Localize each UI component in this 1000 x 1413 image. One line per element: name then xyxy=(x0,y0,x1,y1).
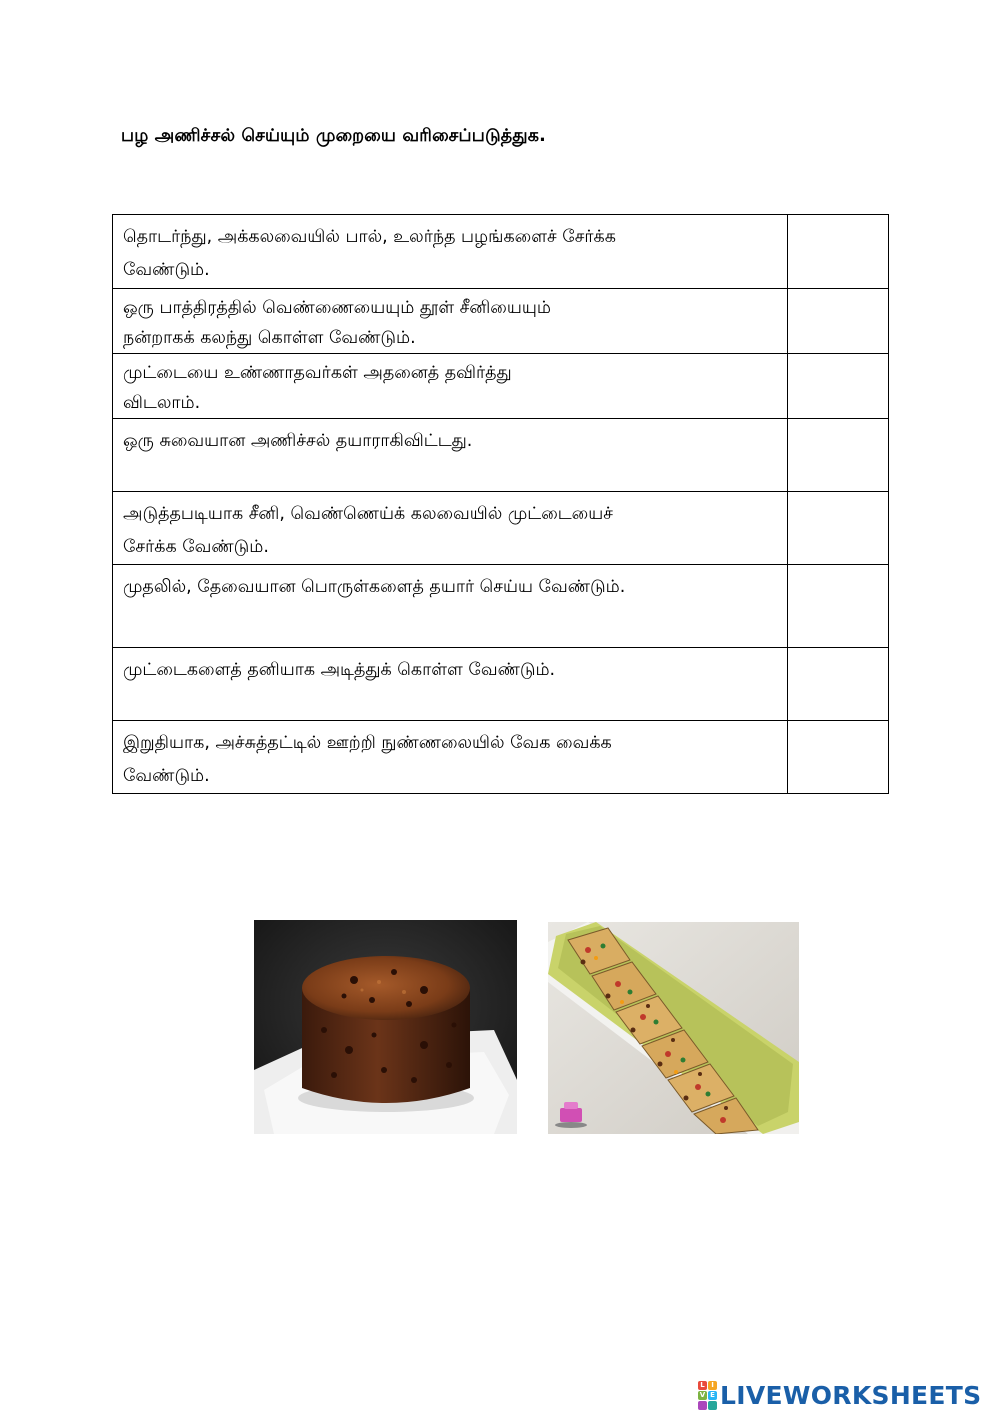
answer-box[interactable] xyxy=(788,721,889,794)
step-row xyxy=(113,354,889,419)
liveworksheets-text: LIVEWORKSHEETS xyxy=(720,1380,982,1410)
step-row xyxy=(113,289,889,354)
step-row xyxy=(113,721,889,794)
step-row xyxy=(113,419,889,492)
worksheet-title: பழ அணிச்சல் செய்யும் முறையை வரிசைப்படுத்துக. xyxy=(121,126,547,146)
step-text: தொடர்ந்து, அக்கலவையில் பால், உலர்ந்த பழங்களைச் சேர்க்க வேண்டும். xyxy=(113,215,788,289)
step-text: ஒரு பாத்திரத்தில் வெண்ணையையும் தூள் சீனியையும் நன்றாகக் கலந்து கொள்ள வேண்டும். xyxy=(113,289,788,354)
fruit-cake-photo xyxy=(254,920,517,1134)
answer-box[interactable] xyxy=(788,289,889,354)
step-row xyxy=(113,565,889,648)
step-text: முதலில், தேவையான பொருள்களைத் தயார் செய்ய வேண்டும். xyxy=(113,565,788,648)
answer-box[interactable] xyxy=(788,565,889,648)
liveworksheets-logo xyxy=(698,1378,981,1412)
step-row xyxy=(113,492,889,565)
answer-box[interactable] xyxy=(788,648,889,721)
answer-box[interactable] xyxy=(788,419,889,492)
step-text: இறுதியாக, அச்சுத்தட்டில் ஊற்றி நுண்ணலையில் வேக வைக்க வேண்டும். xyxy=(113,721,788,794)
steps-table xyxy=(112,214,889,794)
step-text: முட்டையை உண்ணாதவர்கள் அதனைத் தவிர்த்து விடலாம். xyxy=(113,354,788,419)
step-row xyxy=(113,648,889,721)
answer-box[interactable] xyxy=(788,215,889,289)
step-text: ஒரு சுவையான அணிச்சல் தயாராகிவிட்டது. xyxy=(113,419,788,492)
step-text: முட்டைகளைத் தனியாக அடித்துக் கொள்ள வேண்டும். xyxy=(113,648,788,721)
liveworksheets-icon: L I V E xyxy=(698,1381,717,1410)
answer-box[interactable] xyxy=(788,354,889,419)
step-row xyxy=(113,215,889,289)
step-text: அடுத்தபடியாக சீனி, வெண்ணெய்க் கலவையில் முட்டையைச் சேர்க்க வேண்டும். xyxy=(113,492,788,565)
sliced-fruit-cake-photo xyxy=(548,922,799,1134)
answer-box[interactable] xyxy=(788,492,889,565)
